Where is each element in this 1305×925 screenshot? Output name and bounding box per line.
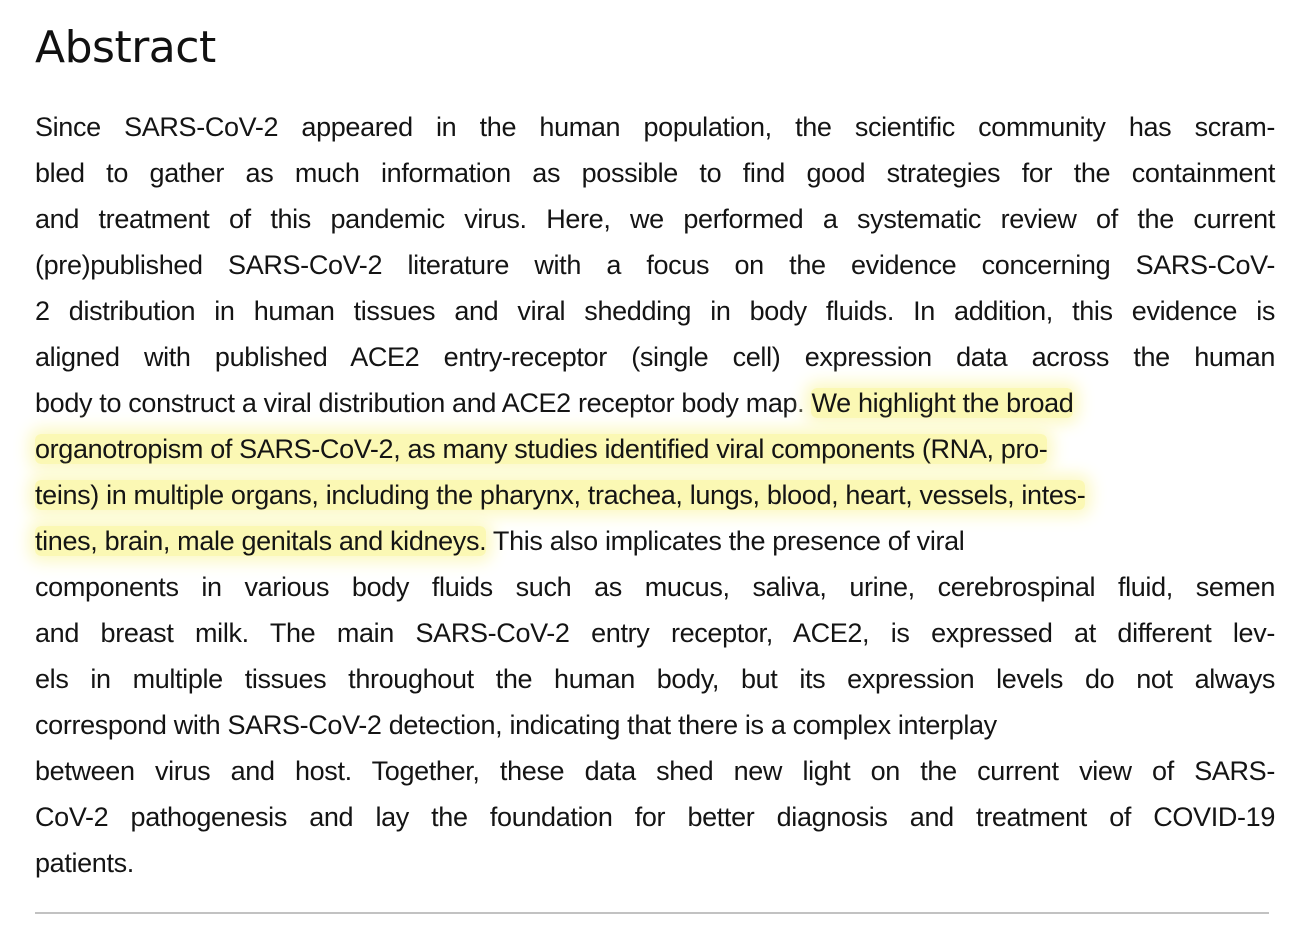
abstract-line: Since SARS-CoV-2 appeared in the human population, the scientific community has scram-	[35, 112, 1275, 142]
abstract-line: and breast milk. The main SARS-CoV-2 entry receptor, ACE2, is expressed at different lev-	[35, 618, 1275, 648]
abstract-line: aligned with published ACE2 entry-receptor (single cell) expression data across the human	[35, 342, 1275, 372]
abstract-line: between virus and host. Together, these data shed new light on the current view of SARS-	[35, 756, 1275, 786]
abstract-line: (pre)published SARS-CoV-2 literature with a focus on the evidence concerning SARS-CoV-	[35, 250, 1275, 280]
highlighted-text: We highlight the broad	[811, 388, 1074, 418]
abstract-line: els in multiple tissues throughout the human body, but its expression levels do not always	[35, 664, 1275, 694]
abstract-line: 2 distribution in human tissues and viral shedding in body fluids. In addition, this evidence is	[35, 296, 1275, 326]
abstract-body	[35, 104, 1275, 886]
abstract-line: patients.	[35, 848, 134, 878]
abstract-line	[35, 380, 1275, 426]
abstract-line	[35, 426, 1275, 472]
abstract-line	[35, 472, 1275, 518]
section-divider	[35, 912, 1269, 914]
abstract-line: components in various body fluids such as mucus, saliva, urine, cerebrospinal fluid, semen	[35, 572, 1275, 602]
line-text: body to construct a viral distribution and ACE2 receptor body map.	[35, 388, 812, 418]
line-text: This also implicates the presence of viral	[486, 526, 965, 556]
abstract-line: bled to gather as much information as possible to find good strategies for the containment	[35, 158, 1275, 188]
abstract-line: correspond with SARS-CoV-2 detection, indicating that there is a complex interplay	[35, 710, 997, 740]
highlighted-text: tines, brain, male genitals and kidneys.	[35, 526, 487, 556]
abstract-line	[35, 518, 1275, 564]
highlighted-text: organotropism of SARS-CoV-2, as many studies identified viral components (RNA, pro-	[35, 434, 1048, 464]
abstract-line: CoV-2 pathogenesis and lay the foundation for better diagnosis and treatment of COVID-19	[35, 802, 1275, 832]
abstract-line: and treatment of this pandemic virus. Here, we performed a systematic review of the current	[35, 204, 1275, 234]
section-heading: Abstract	[35, 22, 216, 73]
highlighted-text: teins) in multiple organs, including the pharynx, trachea, lungs, blood, heart, vessels, intes-	[35, 480, 1086, 510]
